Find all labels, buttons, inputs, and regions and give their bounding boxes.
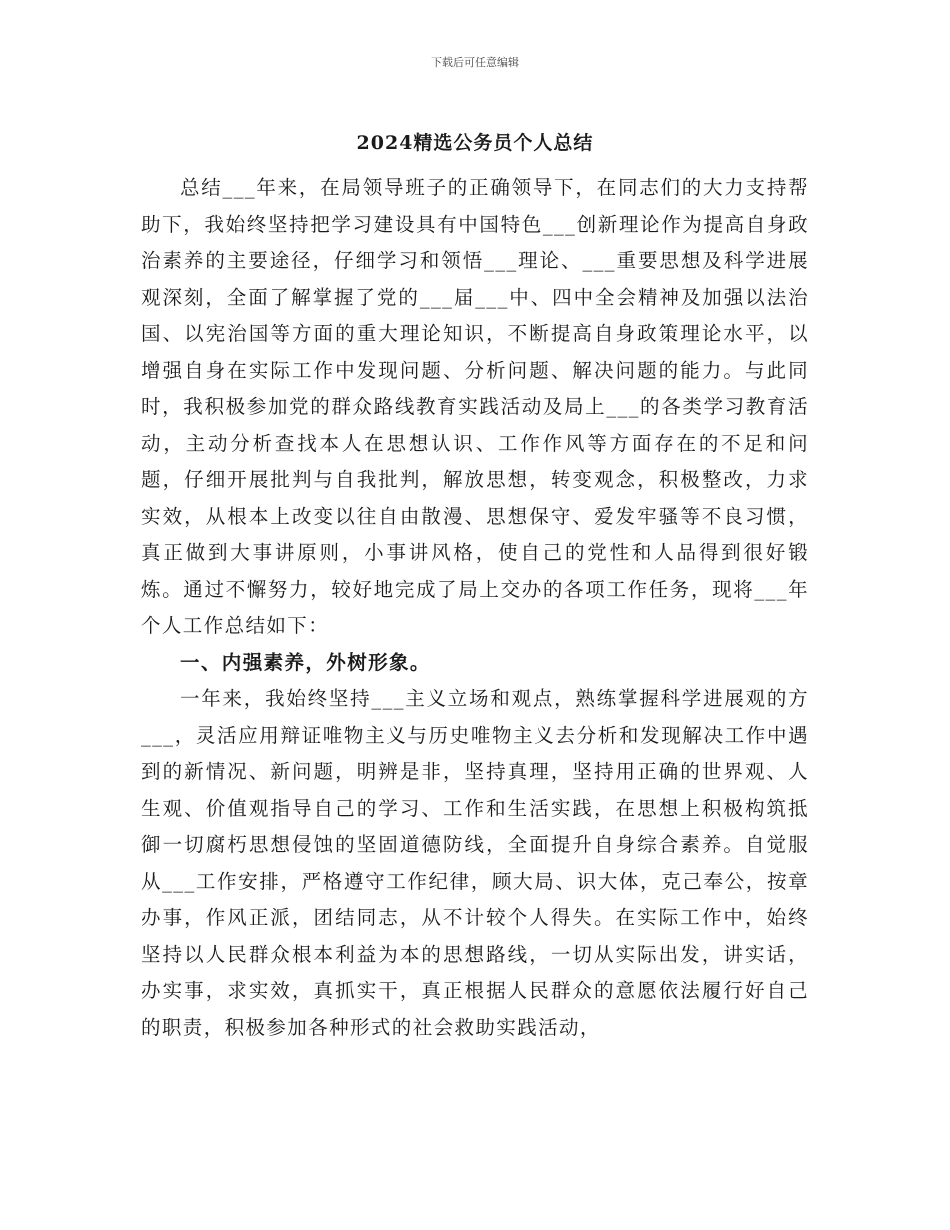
header-note: 下载后可任意编辑 bbox=[431, 56, 519, 69]
section-heading-1: 一、内强素养，外树形象。 bbox=[180, 650, 431, 674]
paragraph-intro: 总结___年来，在局领导班子的正确领导下，在同志们的大力支持帮助下，我始终坚持把学习建设具有中国特色___创新理论作为提高自身政治素养的主要途径，仔细学习和领悟___理论、___重要思想及科学进展观深刻，全面了解掌握了党的___届___中、四中全会精神及加强以法治国、以宪治国等方面的重大理论知识，不断提高自身政策理论水平，以增强自身在实际工作中发现问题、分析问题、解决问题的能力。与此同时，我积极参加党的群众路线教育实践活动及局上___的各类学习教育活动，主动分析查找本人在思想认识、工作作风等方面存在的不足和问题，仔细开展批判与自我批判，解放思想，转变观念，积极整改，力求实效，从根本上改变以往自由散漫、思想保守、爱发牢骚等不良习惯，真正做到大事讲原则，小事讲风格，使自己的党性和人品得到很好锻炼。通过不懈努力，较好地完成了局上交办的各项工作任务，现将___年个人工作总结如下： bbox=[141, 176, 809, 637]
document-body bbox=[141, 170, 809, 1046]
paragraph-section-1: 一年来，我始终坚持___主义立场和观点，熟练掌握科学进展观的方___，灵活应用辩证唯物主义与历史唯物主义去分析和发现解决工作中遇到的新情况、新问题，明辨是非，坚持真理，坚持用正确的世界观、人生观、价值观指导自己的学习、工作和生活实践，在思想上积极构筑抵御一切腐朽思想侵蚀的坚固道德防线，全面提升自身综合素养。自觉服从___工作安排，严格遵守工作纪律，顾大局、识大体，克己奉公，按章办事，作风正派，团结同志，从不计较个人得失。在实际工作中，始终坚持以人民群众根本利益为本的思想路线，一切从实际出发，讲实话，办实事，求实效，真抓实干，真正根据人民群众的意愿依法履行好自己的职责，积极参加各种形式的社会救助实践活动， bbox=[141, 687, 809, 1039]
document-title: 2024精选公务员个人总结 bbox=[356, 132, 594, 154]
